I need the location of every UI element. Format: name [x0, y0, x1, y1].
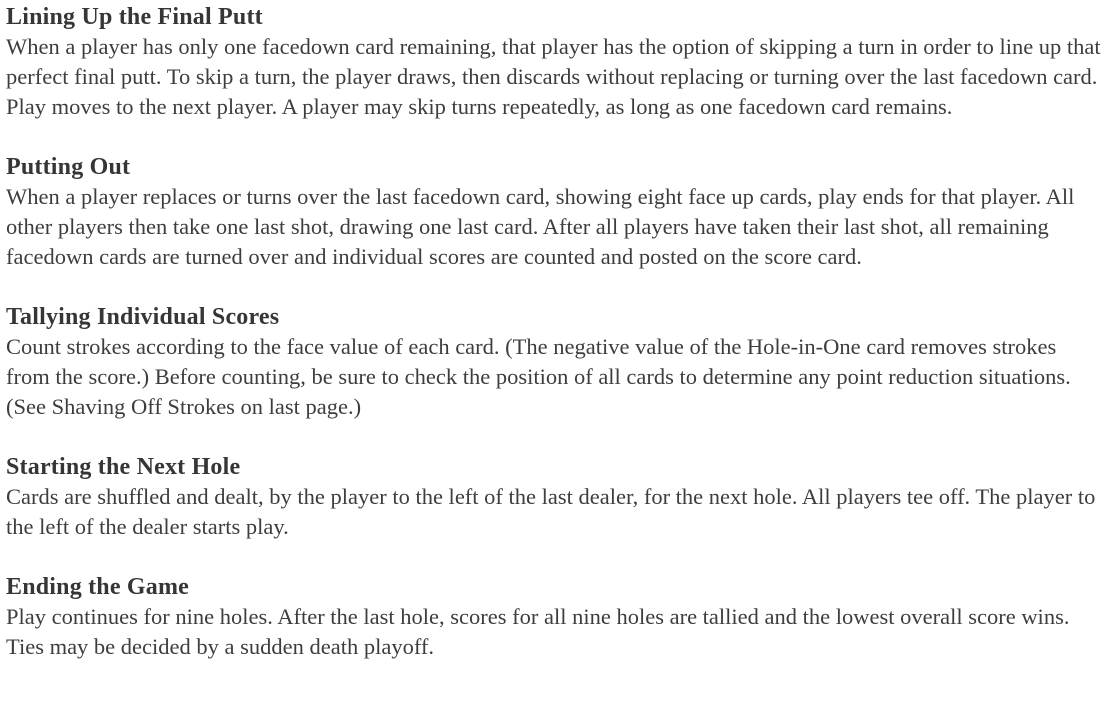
section-heading: Tallying Individual Scores: [6, 304, 280, 330]
section-body-text: When a player replaces or turns over the last facedown card, showing eight face up cards, play ends for that player. All other players then take one last shot, drawing one last card. After all players have taken their last shot, all remaining facedown cards are turned over and individual scores are counted and posted on the score card.: [6, 184, 1075, 269]
section-body-text: Count strokes according to the face value of each card. (The negative value of the Hole-in-One card removes strokes from the score.) Before counting, be sure to check the position of all cards to determine any point reduction situations. (See Shaving Off Strokes on last page.): [6, 334, 1071, 419]
section-putting-out: [6, 152, 1102, 272]
section-body-text: Cards are shuffled and dealt, by the player to the left of the last dealer, for the next hole. All players tee off. The player to the left of the dealer starts play.: [6, 484, 1096, 539]
section-ending-the-game: [6, 572, 1102, 662]
section-heading: Ending the Game: [6, 574, 190, 600]
section-body-text: When a player has only one facedown card remaining, that player has the option of skipping a turn in order to line up that perfect final putt. To skip a turn, the player draws, then discards without replacing or turning over the last facedown card. Play moves to the next player. A player may skip turns repeatedly, as long as one facedown card remains.: [6, 34, 1101, 119]
section-body-text: Play continues for nine holes. After the last hole, scores for all nine holes are tallied and the lowest overall score wins. Ties may be decided by a sudden death playoff.: [6, 604, 1070, 659]
section-heading: Lining Up the Final Putt: [6, 4, 263, 30]
section-tallying-individual-scores: [6, 302, 1102, 422]
section-lining-up-final-putt: [6, 2, 1102, 122]
section-heading: Putting Out: [6, 154, 131, 180]
section-heading: Starting the Next Hole: [6, 454, 241, 480]
section-starting-next-hole: [6, 452, 1102, 542]
